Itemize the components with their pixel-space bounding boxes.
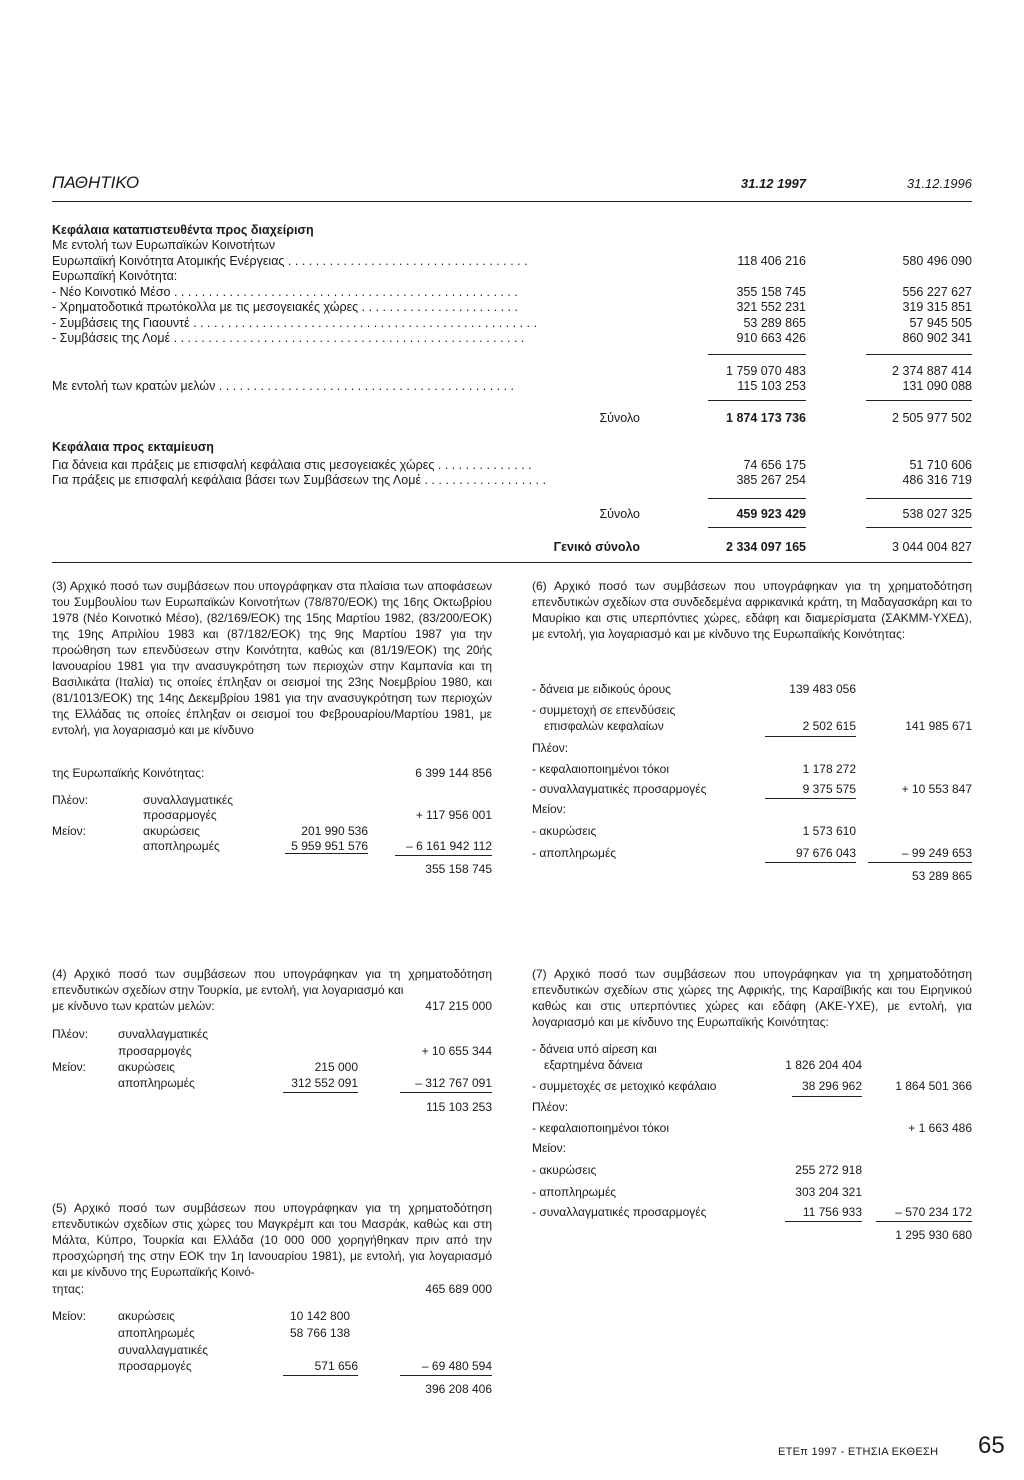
value-1996: 580 496 090 (902, 254, 972, 268)
cancellations-value: 255 272 918 (795, 1163, 862, 1177)
note-5-initial: 465 689 000 (425, 1282, 492, 1296)
cancellations-value: 215 000 (314, 1060, 358, 1074)
row-label: - Νέο Κοινοτικό Μέσο . . . . . . . . . . . . . . . . . . . . . . . . . . . . . . . . . . . . . . . . . . . . . . . . . . (52, 285, 518, 299)
minus-total: – 6 161 942 112 (406, 839, 492, 853)
fx-label: - συναλλαγματικές προσαρμογές (532, 1205, 707, 1219)
fx-label: προσαρμογές (118, 1359, 192, 1373)
cancellations-value: 1 573 610 (802, 824, 856, 838)
underline (283, 1092, 358, 1093)
loans-value: 139 483 056 (789, 682, 856, 696)
repayments-value: 97 676 043 (795, 846, 856, 860)
total-1996: 538 027 325 (902, 507, 972, 521)
row-label: - Χρηματοδοτικά πρωτόκολλα με τις μεσογειακές χώρες . . . . . . . . . . . . . . . . . . . . . . . (52, 300, 518, 314)
row-label: Με εντολή των κρατών μελών . . . . . . . . . . . . . . . . . . . . . . . . . . . . . . . . . . . . . . . . . . . (52, 379, 515, 393)
note-3-text: (3) Αρχικό ποσό των συμβάσεων που υπογράφηκαν στα πλαίσια των αποφάσεων του Συμβουλίου των Ευρωπαϊκών Κοινοτήτων (78/870/ΕΟΚ) της 16ης Οκτωβρίου 1978 (Νέο Κοινοτικό Μέσο), (82/169/ΕΟΚ) της 15ης Μαρτίου 1982, (83/200/ΕΟΚ) της 19ης Απριλίου 1983 και (87/182/ΕΟΚ) της 9ης Μαρτίου 1987 για την προώθηση των επενδύσεων στην Κοινότητα, καθώς και (81/19/ΕΟΚ) της 20ής Ιανουαρίου 1981 για την ανασυγκρότηση των περιοχών στην Καμπανία και τη Βασιλικάτα (Ιταλία) τις οποίες έπληξαν οι σεισμοί της 23ης Νοεμβρίου 1980, και (81/1013/ΕΟΚ) της 14ης Δεκεμβρίου 1981 για την ανασυγκρότηση των περιοχών της Ελλάδας τις οποίες έπληξαν οι σεισμοί του Φεβρουαρίου/Μαρτίου 1981, με εντολή, για λογαριασμό και με κίνδυνο (52, 579, 492, 737)
underline (395, 855, 492, 856)
minus-label: Μείον: (52, 1309, 87, 1323)
minus-label: Μείον: (52, 824, 87, 838)
repayments-label: αποπληρωμές (118, 1326, 195, 1340)
repayments-label: - αποπληρωμές (532, 1185, 617, 1199)
minus-label: Μείον: (532, 1141, 567, 1155)
value-1996: 486 316 719 (902, 473, 972, 487)
note-4-lastline: με κίνδυνο των κρατών μελών: (52, 999, 215, 1013)
participation-label: - συμμετοχή σε επενδύσεις (532, 703, 676, 717)
plus-total: + 10 553 847 (901, 782, 972, 796)
subtotal-1996: 2 374 887 414 (892, 364, 972, 378)
value-1996: 51 710 606 (909, 458, 972, 472)
minus-label: Μείον: (52, 1060, 87, 1074)
repayments-label: αποπληρωμές (143, 839, 220, 853)
value-1996: 319 315 851 (902, 300, 972, 314)
column-header-1996: 31.12.1996 (906, 176, 972, 191)
value-1997: 355 158 745 (736, 285, 806, 299)
value-1997: 385 267 254 (736, 473, 806, 487)
note-4-text: (4) Αρχικό ποσό των συμβάσεων που υπογράφηκαν για τη χρηματοδότηση επενδυτικών σχεδίων στην Τουρκία, με εντολή, για λογαριασμό και (52, 967, 492, 997)
capitalised-interest-value: + 1 663 486 (908, 1121, 972, 1135)
underline (792, 1096, 862, 1097)
conditional-loans-label: - δάνεια υπό αίρεση και (532, 1042, 657, 1056)
underline (400, 1375, 492, 1376)
subtotal-1997: 1 759 070 483 (726, 364, 806, 378)
fx-value: 9 375 575 (802, 782, 856, 796)
note-7-text: (7) Αρχικό ποσό των συμβάσεων που υπογράφηκαν για τη χρηματοδότηση επενδυτικών σχεδίων στις χώρες της Αφρικής, της Καραϊβικής και του Ειρηνικού καθώς και στις υπερπόντιες χώρες και εδάφη (ΑΚΕ-ΥΧΕ), με εντολή, για λογαριασμό και με κίνδυνο της Ευρωπαϊκής Κοινότητας: (532, 967, 972, 1029)
fx-value: + 10 655 344 (421, 1044, 492, 1058)
value-1996: 57 945 505 (909, 316, 972, 330)
note-5-lastline: τητας: (52, 1282, 85, 1296)
underline (285, 853, 368, 854)
row-label: Ευρωπαϊκή Κοινότητα Ατομικής Ενέργειας . . . . . . . . . . . . . . . . . . . . . . . . . . . . . . . . . . . (52, 254, 528, 268)
value-1997: 118 406 216 (737, 254, 806, 268)
total-rule (866, 498, 972, 499)
column-header-1997: 31.12 1997 (740, 176, 806, 191)
fx-label: συναλλαγματικές (118, 1027, 209, 1041)
fx-value: + 117 956 001 (415, 808, 492, 822)
capitalised-interest-value: 1 178 272 (802, 762, 856, 776)
subtotal-rule (708, 354, 806, 355)
cancellations-value: 201 990 536 (301, 824, 368, 838)
underline (876, 1221, 972, 1222)
value-1997: 115 103 253 (737, 379, 806, 393)
value-1997: 321 552 231 (736, 300, 806, 314)
fx-label: - συναλλαγματικές προσαρμογές (532, 782, 707, 796)
value-1997: 74 656 175 (743, 458, 806, 472)
repayments-value: 312 552 091 (291, 1076, 358, 1090)
footer-text: ΕΤΕπ 1997 - ΕΤΗΣΙΑ ΕΚΘΕΣΗ (778, 1446, 939, 1458)
total-1997: 1 874 173 736 (726, 411, 806, 425)
grand-total-rule (708, 527, 806, 528)
section-heading: Κεφάλαια προς εκταμίευση (52, 440, 214, 454)
minus-total: – 312 767 091 (415, 1076, 492, 1090)
minus-total: – 69 480 594 (421, 1359, 492, 1373)
fx-label: προσαρμογές (143, 808, 217, 822)
note-3-initial: 6 399 144 856 (415, 766, 492, 780)
fx-value: 11 756 933 (802, 1205, 862, 1219)
underline (785, 1221, 862, 1222)
subheading: Με εντολή των Ευρωπαϊκών Κοινοτήτων (52, 238, 276, 252)
note-7-initial: 1 864 501 366 (895, 1079, 972, 1093)
fx-value: 571 656 (314, 1359, 358, 1373)
repayments-value: 5 959 951 576 (291, 839, 368, 853)
repayments-value: 303 204 321 (795, 1185, 862, 1199)
underline (283, 1375, 358, 1376)
note-7-result: 1 295 930 680 (895, 1228, 972, 1242)
repayments-value: 58 766 138 (290, 1326, 351, 1340)
section-heading: Κεφάλαια καταπιστευθέντα προς διαχείριση (52, 223, 314, 237)
value-1996: 131 090 088 (902, 379, 972, 393)
note-6-text: (6) Αρχικό ποσό των συμβάσεων που υπογράφηκαν για τη χρηματοδότηση επενδυτικών σχεδίων στα συνδεδεμένα αφρικανικά κράτη, τη Μαδαγασκάρη και το Μαυρίκιο και στις υπερπόντιες χώρες, εδάφη και διαμερίσματα (ΣΑΚΜΜ-ΥΧΕΔ), με εντολή, για λογαριασμό και με κίνδυνο της Ευρωπαϊκής Κοινότητας: (532, 579, 972, 641)
note-3-lastline: της Ευρωπαϊκής Κοινότητας: (52, 766, 205, 780)
grand-total-rule (866, 527, 972, 528)
cancellations-value: 10 142 800 (290, 1309, 351, 1323)
underline (400, 1092, 492, 1093)
row-label: Για πράξεις με επισφαλή κεφάλαια βάσει των Συμβάσεων της Λομέ . . . . . . . . . . . . . . . . . . (52, 473, 547, 487)
subheading: Ευρωπαϊκή Κοινότητα: (52, 269, 178, 283)
page-number: 65 (978, 1432, 1005, 1459)
total-1996: 2 505 977 502 (892, 411, 972, 425)
value-1996: 556 227 627 (902, 285, 972, 299)
total-1997: 459 923 429 (736, 507, 806, 521)
underline (765, 862, 856, 863)
grand-total-1996: 3 044 004 827 (892, 540, 972, 554)
total-rule (708, 498, 806, 499)
value-1997: 53 289 865 (743, 316, 806, 330)
total-label: Σύνολο (599, 411, 640, 425)
value-1996: 860 902 341 (902, 331, 972, 345)
row-label: Για δάνεια και πράξεις με επισφαλή κεφάλαια στις μεσογειακές χώρες . . . . . . . . . . . . . . (52, 458, 532, 472)
plus-label: Πλέον: (532, 1100, 569, 1114)
underline (765, 736, 856, 737)
plus-label: Πλέον: (52, 793, 89, 807)
underline (765, 798, 856, 799)
participation-value: 2 502 615 (802, 719, 856, 733)
capitalised-interest-label: - κεφαλαιοποιημένοι τόκοι (532, 762, 669, 776)
section-rule (52, 562, 972, 563)
conditional-loans-label: εξαρτημένα δάνεια (544, 1058, 643, 1072)
minus-label: Μείον: (532, 802, 567, 816)
cancellations-label: ακυρώσεις (118, 1309, 175, 1323)
equity-label: - συμμετοχές σε μετοχικό κεφάλαιο (532, 1079, 717, 1093)
row-label: - Συμβάσεις της Λομέ . . . . . . . . . . . . . . . . . . . . . . . . . . . . . . . . . . . . . . . . . . . . . . . . . . . (52, 331, 525, 345)
note-5-text: (5) Αρχικό ποσό των συμβάσεων που υπογράφηκαν για τη χρηματοδότηση επενδυτικών σχεδίων στις χώρες του Μαγκρέμπ και του Μασράκ, καθώς και στη Μάλτα, Κύπρο, Τουρκία και Ελλάδα (10 000 000 χορηγήθηκαν πριν από την προσχώρησή της στην ΕΟΚ την 1η Ιανουαρίου 1981), με εντολή, για λογαριασμό και με κίνδυνο της Ευρωπαϊκής Κοινό- (52, 1201, 492, 1279)
note-6-result: 53 289 865 (911, 869, 972, 883)
total-rule (866, 400, 972, 401)
grand-total-1997: 2 334 097 165 (726, 540, 806, 554)
fx-label: συναλλαγματικές (118, 1343, 209, 1357)
plus-label: Πλέον: (52, 1027, 89, 1041)
equity-value: 38 296 962 (801, 1079, 862, 1093)
note-4-initial: 417 215 000 (425, 999, 492, 1013)
row-label: - Συμβάσεις της Γιαουντέ . . . . . . . . . . . . . . . . . . . . . . . . . . . . . . . . . . . . . . . . . . . . . . . . . . (52, 316, 537, 330)
cancellations-label: - ακυρώσεις (532, 824, 597, 838)
note-4-result: 115 103 253 (426, 1100, 492, 1114)
value-1997: 910 663 426 (736, 331, 806, 345)
note-3-result: 355 158 745 (425, 862, 492, 876)
minus-total: – 99 249 653 (901, 846, 972, 860)
cancellations-label: - ακυρώσεις (532, 1163, 597, 1177)
conditional-loans-value: 1 826 204 404 (785, 1058, 862, 1072)
note-5-result: 396 208 406 (425, 1382, 492, 1396)
capitalised-interest-label: - κεφαλαιοποιημένοι τόκοι (532, 1121, 669, 1135)
repayments-label: αποπληρωμές (118, 1076, 195, 1090)
grand-total-label: Γενικό σύνολο (553, 540, 640, 554)
cancellations-label: ακυρώσεις (118, 1060, 175, 1074)
loans-label: - δάνεια με ειδικούς όρους (532, 682, 671, 696)
underline (868, 862, 972, 863)
page-title: ΠΑΘΗΤΙΚΟ (52, 173, 140, 192)
fx-label: προσαρμογές (118, 1044, 192, 1058)
subtotal-rule (866, 354, 972, 355)
minus-total: – 570 234 172 (895, 1205, 972, 1219)
header-rule (52, 201, 972, 202)
total-rule (708, 400, 806, 401)
cancellations-label: ακυρώσεις (143, 824, 200, 838)
total-label: Σύνολο (599, 507, 640, 521)
plus-label: Πλέον: (532, 741, 569, 755)
repayments-label: - αποπληρωμές (532, 846, 617, 860)
participation-label: επισφαλών κεφαλαίων (544, 719, 664, 733)
fx-label: συναλλαγματικές (143, 793, 234, 807)
note-6-initial: 141 985 671 (905, 719, 972, 733)
